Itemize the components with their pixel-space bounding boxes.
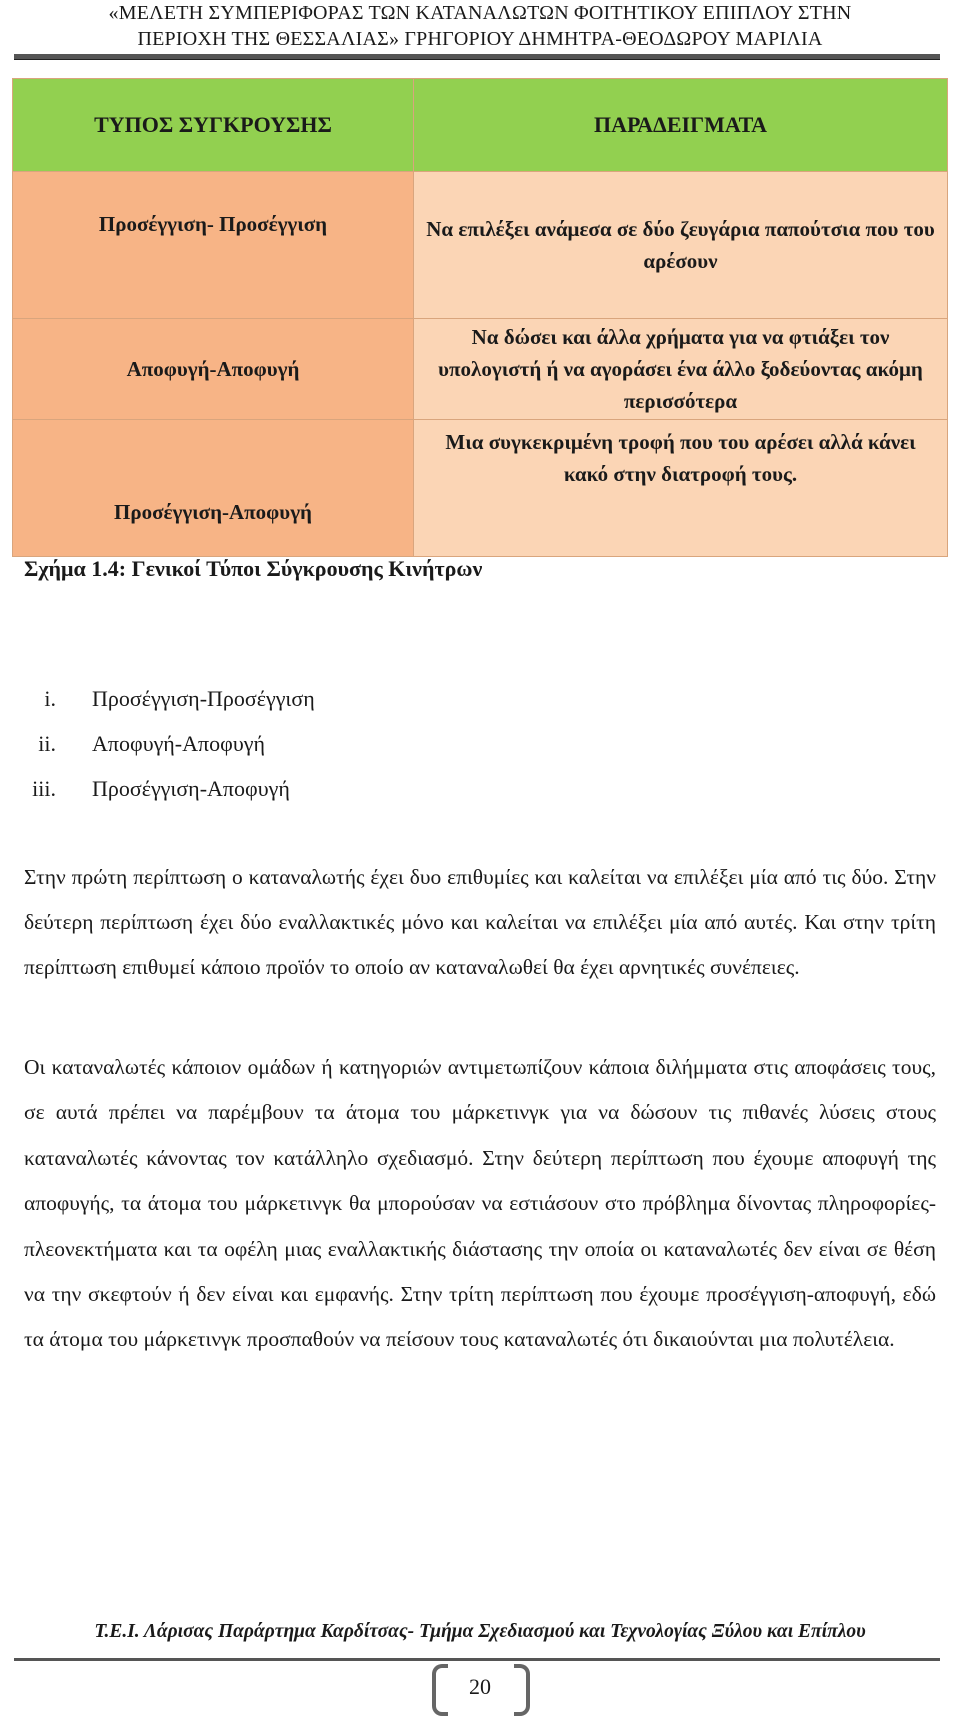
table-row	[13, 172, 948, 319]
list-item	[24, 721, 315, 766]
roman-list	[24, 676, 315, 811]
list-text: Αποφυγή-Αποφυγή	[92, 731, 265, 756]
table-header-row	[13, 79, 948, 172]
figure-caption: Σχήμα 1.4: Γενικοί Τύποι Σύγκρουσης Κινήτρων	[24, 556, 483, 581]
header-rule	[14, 54, 940, 60]
list-item	[24, 766, 315, 811]
table-row	[13, 420, 948, 557]
page-number: 20	[469, 1674, 491, 1699]
list-number: ii.	[38, 731, 56, 756]
list-number: i.	[44, 686, 56, 711]
list-text: Προσέγγιση-Προσέγγιση	[92, 686, 315, 711]
conflict-type-cell: Προσέγγιση-Αποφυγή	[13, 420, 414, 557]
conflict-type-cell: Προσέγγιση- Προσέγγιση	[13, 172, 414, 319]
header-line-2: ΠΕΡΙΟΧΗ ΤΗΣ ΘΕΣΣΑΛΙΑΣ» ΓΡΗΓΟΡΙΟΥ ΔΗΜΗΤΡΑ-ΘΕΟΔΩΡΟΥ ΜΑΡΙΛΙΑ	[137, 28, 823, 50]
table-row	[13, 319, 948, 420]
list-text: Προσέγγιση-Αποφυγή	[92, 776, 290, 801]
list-number: iii.	[32, 776, 56, 801]
example-cell: Να επιλέξει ανάμεσα σε δύο ζευγάρια παπούτσια που του αρέσουν	[414, 172, 948, 319]
conflict-type-cell: Αποφυγή-Αποφυγή	[13, 319, 414, 420]
header-line-1: «ΜΕΛΕΤΗ ΣΥΜΠΕΡΙΦΟΡΑΣ ΤΩΝ ΚΑΤΑΝΑΛΩΤΩΝ ΦΟΙΤΗΤΙΚΟΥ ΕΠΙΠΛΟΥ ΣΤΗΝ	[108, 2, 852, 24]
example-cell: Να δώσει και άλλα χρήματα για να φτιάξει τον υπολογιστή ή να αγοράσει ένα άλλο ξοδεύοντας ακόμη περισσότερα	[414, 319, 948, 420]
conflict-types-table	[12, 78, 948, 557]
column-header-type: ΤΥΠΟΣ ΣΥΓΚΡΟΥΣΗΣ	[13, 79, 414, 172]
right-brace-icon	[514, 1664, 530, 1716]
footer-rule	[14, 1658, 940, 1661]
list-item	[24, 676, 315, 721]
running-header	[0, 0, 960, 52]
body-paragraph-1: Στην πρώτη περίπτωση ο καταναλωτής έχει δυο επιθυμίες και καλείται να επιλέξει μία από τις δύο. Στην δεύτερη περίπτωση έχει δύο εναλλακτικές μόνο και καλείται να επιλέξει μία από αυτές. Και στην τρίτη περίπτωση επιθυμεί κάποιο προϊόν το οποίο αν καταναλωθεί θα έχει αρνητικές συνέπειες.	[24, 865, 936, 979]
column-header-examples: ΠΑΡΑΔΕΙΓΜΑΤΑ	[414, 79, 948, 172]
example-cell: Μια συγκεκριμένη τροφή που του αρέσει αλλά κάνει κακό στην διατροφή τους.	[414, 420, 948, 557]
body-paragraph-2: Οι καταναλωτές κάποιον ομάδων ή κατηγοριών αντιμετωπίζουν κάποια διλήμματα στις αποφάσεις τους, σε αυτά πρέπει να παρέμβουν τα άτομα του μάρκετινγκ για να δώσουν τις πιθανές λύσεις στους καταναλωτές κάνοντας τον κατάλληλο σχεδιασμό. Στην δεύτερη περίπτωση που έχουμε αποφυγή της αποφυγής, τα άτομα του μάρκετινγκ θα μπορούσαν να εστιάσουν στο πρόβλημα δίνοντας πληροφορίες-πλεονεκτήματα και τα οφέλη μιας εναλλακτικής διάστασης την οποία οι καταναλωτές δεν είναι σε θέση να την σκεφτούν ή δεν είναι και εμφανής. Στην τρίτη περίπτωση που έχουμε προσέγγιση-αποφυγή, εδώ τα άτομα του μάρκετινγκ προσπαθούν να πείσουν τους καταναλωτές ότι δικαιούνται μια πολυτέλεια.	[24, 1055, 936, 1352]
running-footer: Τ.Ε.Ι. Λάρισας Παράρτημα Καρδίτσας- Τμήμα Σχεδιασμού και Τεχνολογίας Ξύλου και Επίπλου	[94, 1621, 866, 1642]
